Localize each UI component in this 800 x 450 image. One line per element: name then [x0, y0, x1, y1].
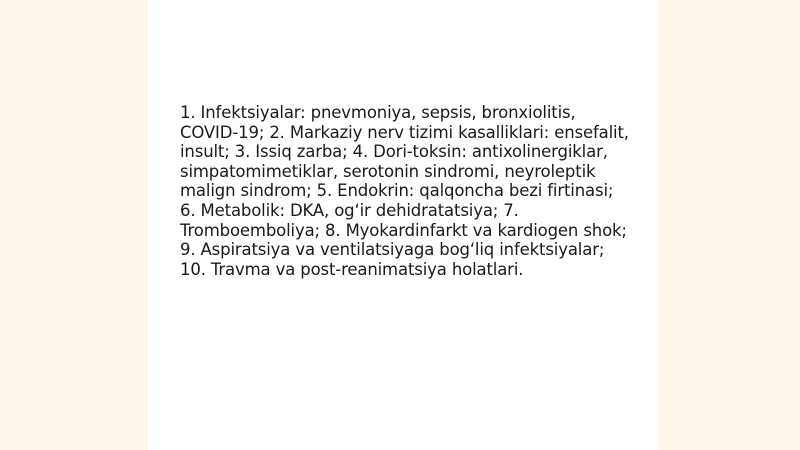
document-body-text: 1. Infektsiyalar: pnevmoniya, sepsis, bronxiolitis, COVID-19; 2. Markaziy nerv tizimi kasalliklari: ensefalit, insult; 3. Issiq zarba; 4. Dori-toksin: antixolinergiklar, simpatomimetiklar, serotonin sindromi, neyroleptik malign sindrom; 5. Endokrin: qalqoncha bezi firtinasi; 6. Metabolik: DKA, og‘ir dehidratatsiya; 7. Tromboemboliya; 8. Myokardinfarkt va kardiogen shok; 9. Aspiratsiya va ventilatsiyaga bog‘liq infektsiyalar; 10. Travma va post-reanimatsiya holatlari.	[180, 103, 629, 279]
left-margin-background	[0, 0, 148, 450]
document-page	[148, 0, 658, 450]
right-margin-background	[658, 0, 800, 450]
